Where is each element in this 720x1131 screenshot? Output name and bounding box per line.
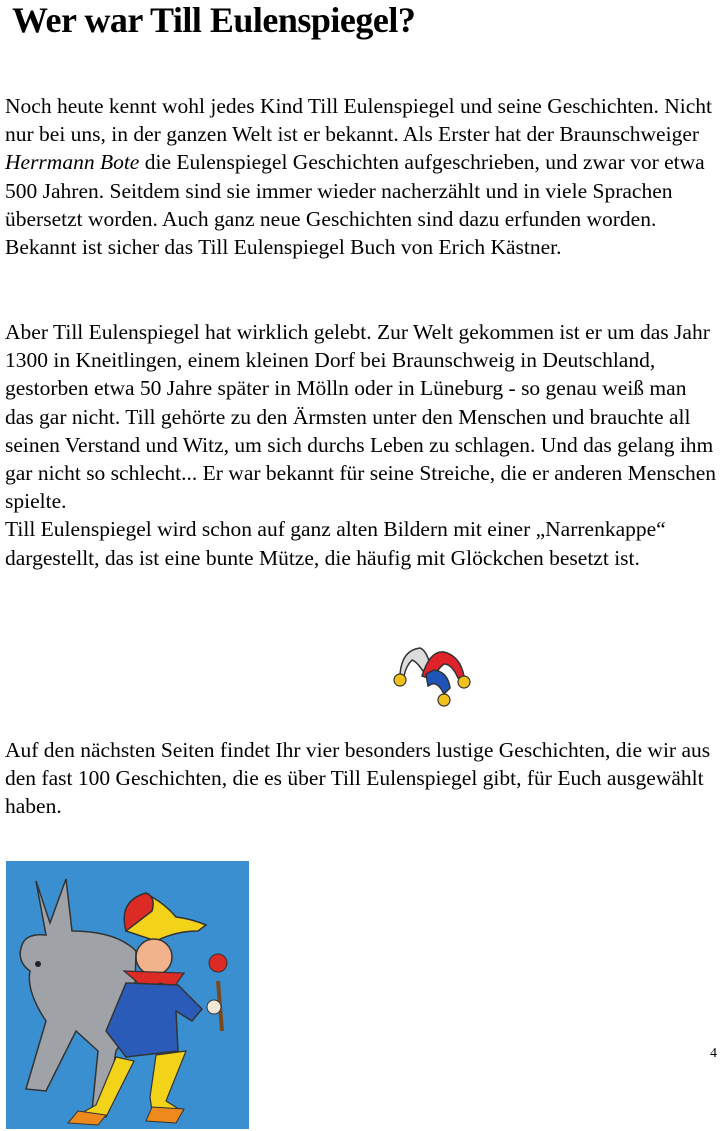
paragraph-biography-text: Aber Till Eulenspiegel hat wirklich gelebt. Zur Welt gekommen ist er um das Jahr 1300 in Kneitlingen, einem kleinen Dorf bei Braunschweig in Deutschland, gestorben etwa 50 Jahre später in Mölln oder in Lüneburg - so genau weiß man das gar nicht. Till gehörte zu den Ärmsten unter den Menschen und brauchte all seinen Verstand und Witz, um sich durchs Leben zu schlagen. Und das gelang ihm gar nicht so schlecht... Er war bekannt für seine Streiche, die er anderen Menschen spielte. [5, 320, 717, 514]
paragraph-outlook-text: Auf den nächsten Seiten findet Ihr vier besonders lustige Geschichten, die wir aus den fast 100 Geschichten, die es über Till Eulenspiegel gibt, für Euch ausgewählt haben. [5, 738, 711, 819]
jester-with-donkey-image [6, 861, 249, 1129]
paragraph-intro-part1: Noch heute kennt wohl jedes Kind Till Eulenspiegel und seine Geschichten. Nicht nur bei uns, in der ganzen Welt ist er bekannt. Als Erster hat der Braunschweiger [5, 94, 712, 147]
paragraph-outlook [5, 736, 720, 821]
jester-donkey-illustration-icon [6, 861, 249, 1129]
paragraph-intro-part2: die Eulenspiegel Geschichten aufgeschrieben, und zwar vor etwa 500 Jahren. Seitdem sind sie immer wieder nacherzählt und in viele Sprachen übersetzt worden. Auch ganz neue Geschichten sind dazu erfunden worden. Bekannt ist sicher das Till Eulenspiegel Buch von Erich Kästner. [5, 150, 705, 260]
jester-cap-icon [378, 636, 478, 708]
paragraph-intro [5, 92, 720, 261]
jester-cap-image [378, 636, 478, 708]
page-number: 4 [710, 1046, 717, 1061]
author-name-italic: Herrmann Bote [5, 150, 140, 175]
paragraph-biography [5, 318, 720, 572]
page-title: Wer war Till Eulenspiegel? [12, 0, 416, 40]
paragraph-narrenkappe: Till Eulenspiegel wird schon auf ganz alten Bildern mit einer „Narrenkappe“ dargestellt, das ist eine bunte Mütze, die häufig mit Glöckchen besetzt ist. [5, 517, 666, 570]
